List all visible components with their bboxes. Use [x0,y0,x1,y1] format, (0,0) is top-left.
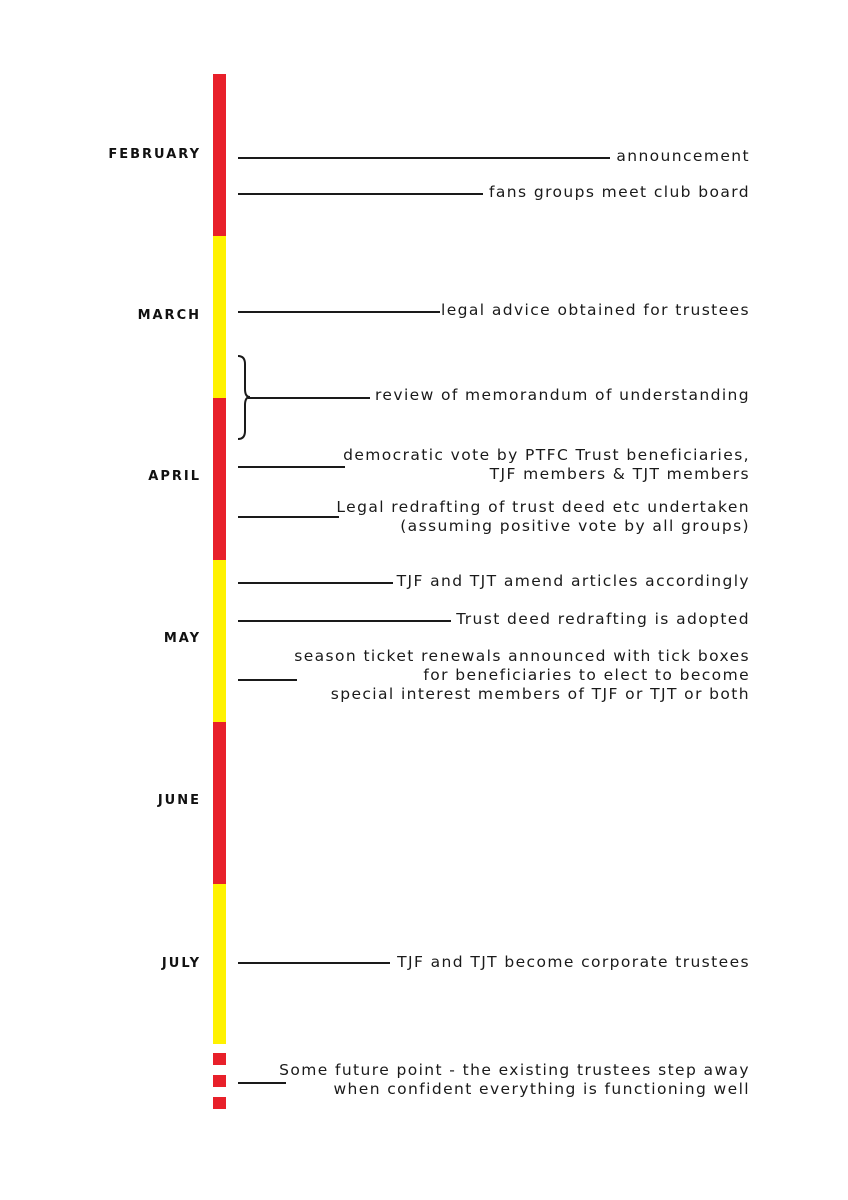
event-text-line: when confident everything is functioning well [333,1080,750,1098]
month-label-may: MAY [163,631,201,646]
event-legal-advice: legal advice obtained for trustees [441,301,750,319]
month-label-june: JUNE [157,793,201,808]
timeline-segment-yellow [213,884,226,1044]
connector-line [238,516,339,518]
event-fans-meet-board: fans groups meet club board [489,183,750,201]
connector-line [238,466,345,468]
event-text-line: Some future point - the existing trustees step away [279,1061,750,1079]
month-label-july: JULY [161,956,201,971]
event-review-mou: review of memorandum of understanding [375,386,750,404]
event-text-line: Legal redrafting of trust deed etc undertaken [336,498,750,516]
timeline-segment-yellow [213,560,226,722]
timeline-segment-yellow [213,236,226,398]
connector-line [248,397,370,399]
timeline-segment-red [213,74,226,236]
event-announcement: announcement [616,147,750,165]
timeline-segment-red [213,398,226,560]
month-label-february: FEBRUARY [108,147,201,162]
event-text-line: special interest members of TJF or TJT or both [330,685,750,703]
event-season-ticket-renewals [294,647,750,704]
timeline-dash [213,1097,226,1109]
connector-line [238,962,390,964]
event-amend-articles: TJF and TJT amend articles accordingly [396,572,750,590]
timeline-dash [213,1053,226,1065]
event-text-line: TJF members & TJT members [489,465,750,483]
connector-line [238,157,610,159]
event-text-line: for beneficiaries to elect to become [423,666,750,684]
event-democratic-vote [343,446,750,484]
event-text-line: season ticket renewals announced with tick boxes [294,647,750,665]
event-text-line: (assuming positive vote by all groups) [400,517,750,535]
connector-line [238,620,451,622]
brace-icon [234,355,254,441]
month-label-march: MARCH [137,308,201,323]
timeline-dash [213,1075,226,1087]
event-legal-redrafting [336,498,750,536]
timeline-segment-red [213,722,226,884]
event-deed-adopted: Trust deed redrafting is adopted [456,610,750,628]
month-label-april: APRIL [148,469,201,484]
connector-line [238,193,483,195]
event-text-line: democratic vote by PTFC Trust beneficiaries, [343,446,750,464]
connector-line [238,679,297,681]
connector-line [238,582,393,584]
connector-line [238,311,440,313]
event-corporate-trustees: TJF and TJT become corporate trustees [397,953,750,971]
event-future-point [279,1061,750,1099]
